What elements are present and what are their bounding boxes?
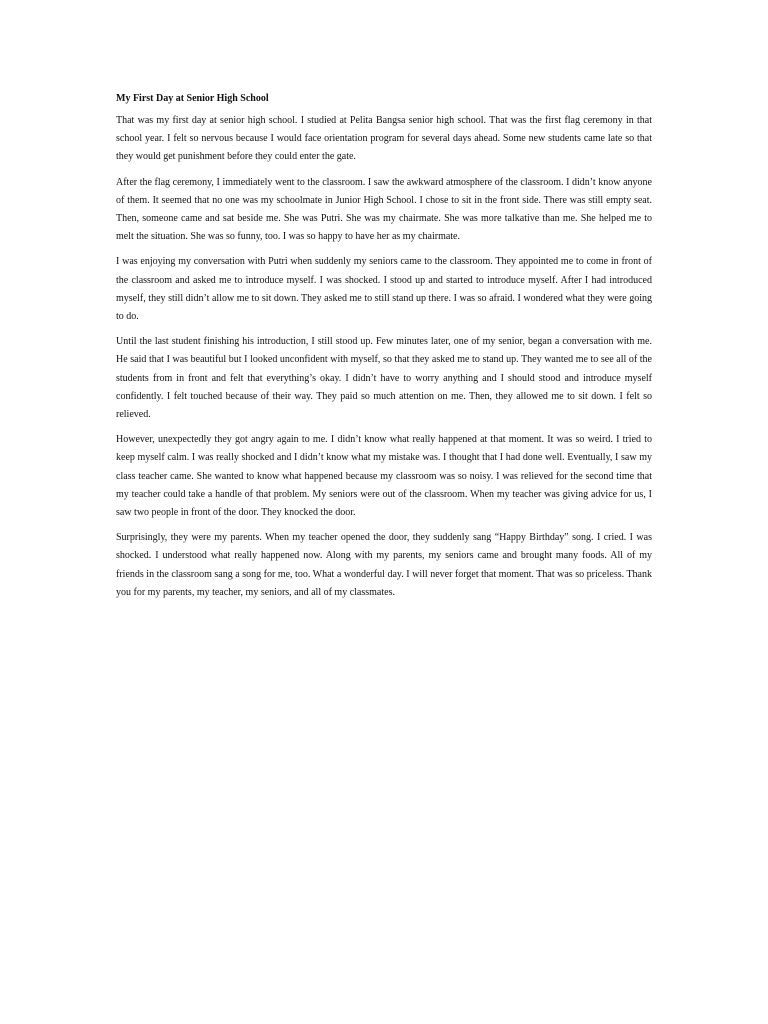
- paragraph-6: Surprisingly, they were my parents. When my teacher opened the door, they suddenly sang “Happy Birthday” song. I cried. I was shocked. I understood what really happened now. Along with my parents, my seniors came and brought many foods. All of my friends in the classroom sang a song for me, too. What a wonderful day. I will never forget that moment. That was so priceless. Thank you for my parents, my teacher, my seniors, and all of my classmates.: [116, 532, 652, 598]
- paragraph-1: That was my first day at senior high school. I studied at Pelita Bangsa senior high school. That was the first flag ceremony in that school year. I felt so nervous because I would face orientation program for several days ahead. Some new students came late so that they would get punishment before they could enter the gate.: [116, 115, 652, 163]
- paragraph-4: Until the last student finishing his introduction, I still stood up. Few minutes later, one of my senior, began a conversation with me. He said that I was beautiful but I looked unconfident with myself, so that they asked me to stand up. They wanted me to see all of the students from in front and felt that everything’s okay. I didn’t have to worry anything and I should stood and introduce myself confidently. I felt touched because of their way. They paid so much attention on me. Then, they allowed me to sit down. I felt so relieved.: [116, 336, 652, 421]
- document-title: My First Day at Senior High School: [116, 93, 269, 104]
- paragraph-3: I was enjoying my conversation with Putri when suddenly my seniors came to the classroom. They appointed me to come in front of the classroom and asked me to introduce myself. I was shocked. I stood up and started to introduce myself. After I had introduced myself, they still didn’t allow me to sit down. They asked me to still stand up there. I was so afraid. I wondered what they were going to do.: [116, 256, 652, 323]
- paragraph-5: However, unexpectedly they got angry again to me. I didn’t know what really happened at that moment. It was so weird. I tried to keep myself calm. I was really shocked and I didn’t know what my mistake was. I thought that I had done well. Eventually, I saw my class teacher came. She wanted to know what happened because my classroom was so noisy. I was relieved for the second time that my teacher could take a handle of that problem. My seniors were out of the classroom. When my teacher was giving advice for us, I saw two people in front of the door. They knocked the door.: [116, 434, 652, 519]
- document-page: [116, 90, 652, 609]
- paragraph-2: After the flag ceremony, I immediately went to the classroom. I saw the awkward atmosphere of the classroom. I didn’t know anyone of them. It seemed that no one was my schoolmate in Junior High School. I chose to sit in the front side. There was still empty seat. Then, someone came and sat beside me. She was Putri. She was my chairmate. She was more talkative than me. She helped me to melt the situation. She was so funny, too. I was so happy to have her as my chairmate.: [116, 176, 652, 243]
